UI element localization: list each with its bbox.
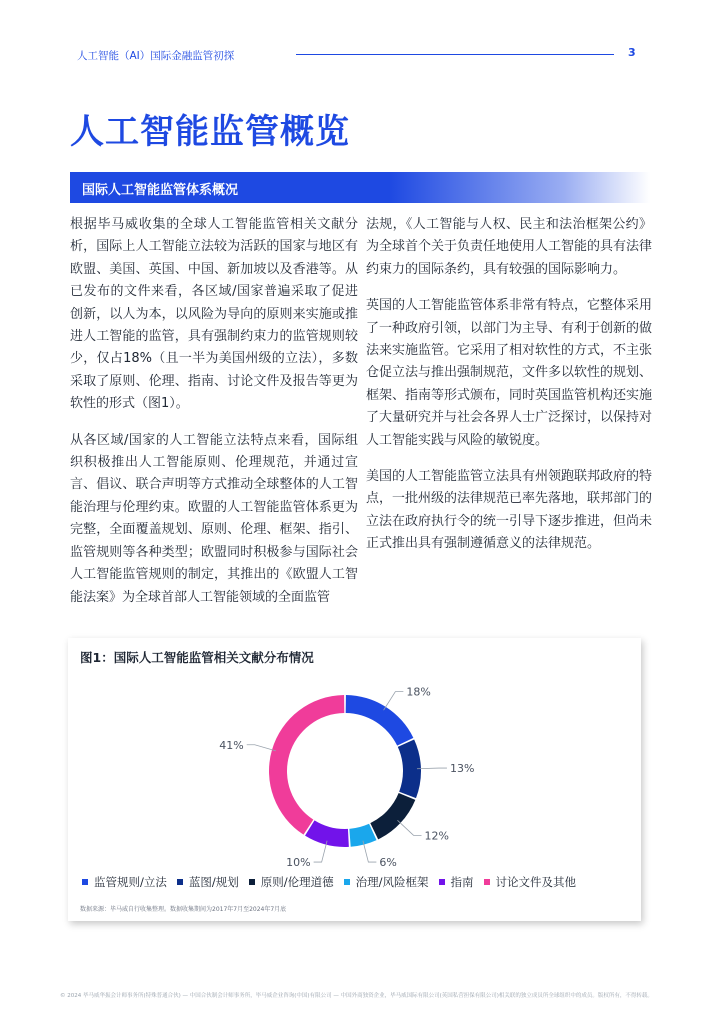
- leader-line: [397, 820, 421, 835]
- legend-item: [177, 874, 239, 890]
- slice-label: 13%: [449, 762, 475, 776]
- donut-slice-5: [305, 820, 349, 847]
- paragraph: 根据毕马威收集的全球人工智能监管相关文献分析，国际上人工智能立法较为活跃的国家与地区有欧盟、美国、英国、中国、新加坡以及香港等。从已发布的文件来看，各区域/国家普遍采取了促进创新，以人为本，以风险为导向的原则来实施或推进人工智能的监管，具有强制约束力的监管规则较少，仅占18%（且一半为美国州级的立法），多数采取了原则、伦理、指南、讨论文件及报告等更为软性的形式（图1）。: [70, 217, 358, 412]
- legend-label: 指南: [450, 875, 474, 889]
- paragraph: 从各区域/国家的人工智能立法特点来看，国际组织积极推出人工智能原则、伦理规范，并通过宣言、倡议、联合声明等方式推动全球整体的人工智能治理与伦理约束。欧盟的人工智能监管体系更为完整，全面覆盖规划、原则、伦理、框架、指引、监管规则等各种类型；欧盟同时积极参与国际社会人工智能监管规则的制定，其推出的《欧盟人工智能法案》为全球首部人工智能领域的全面监管: [70, 432, 358, 605]
- footer-copyright: © 2024 毕马威华振会计师事务所(特殊普通合伙) — 中国合伙制会计师事务所，毕马威企业咨询(中国)有限公司 — 中国外商独资企业，毕马威国际有限公司(英国私营担保有限公司)相关联的独立成员所全球组织中的成员。版权所有，不得转载。: [60, 993, 653, 999]
- slice-label: 41%: [219, 738, 244, 752]
- page-number: 3: [628, 46, 636, 59]
- leader-line: [417, 768, 447, 769]
- paragraph: 英国的人工智能监管体系非常有特点，它整体采用了一种政府引领，以部门为主导、有利于创新的做法来实施监管。它采用了相对软性的方式，不主张仓促立法与推出强制规范，文件多以软性的规划、框架、指南等形式颁布，同时英国监管机构还实施了大量研究并与社会各界人士广泛探讨，以保持对人工智能实践与风险的敏锐度。: [366, 298, 653, 448]
- legend-swatch: [439, 879, 445, 885]
- legend-label: 监管规则/立法: [94, 875, 167, 889]
- donut-chart: [68, 638, 641, 878]
- left-column: [70, 214, 358, 623]
- legend-item: [439, 874, 474, 890]
- legend-item: [249, 874, 334, 890]
- slice-label: 6%: [379, 856, 397, 870]
- legend-label: 讨论文件及其他: [495, 875, 576, 889]
- legend-label: 蓝图/规划: [188, 875, 239, 889]
- figure-title: 图1：国际人工智能监管相关文献分布情况: [80, 650, 314, 665]
- paragraph: 美国的人工智能监管立法具有州领跑联邦政府的特点，一批州级的法律规范已率先落地，联邦部门的立法在政府执行令的统一引导下逐步推进，但尚未正式推出具有强制遵循意义的法律规范。: [366, 469, 653, 552]
- header-divider: [296, 54, 614, 55]
- legend-item: [484, 874, 577, 890]
- header-title: 人工智能（AI）国际金融监管初探: [77, 50, 235, 62]
- legend-label: 治理/风险框架: [355, 875, 429, 889]
- slice-label: 12%: [424, 829, 449, 843]
- legend-swatch: [344, 879, 350, 885]
- donut-slice-3: [370, 793, 415, 839]
- section-header-bar: [70, 172, 650, 203]
- legend-swatch: [484, 879, 490, 885]
- leader-line: [247, 745, 276, 751]
- legend-label: 原则/伦理道德: [260, 875, 334, 889]
- legend-swatch: [177, 879, 183, 885]
- legend-swatch: [249, 879, 255, 885]
- figure-card: [68, 638, 641, 921]
- legend-item: [344, 874, 429, 890]
- page-title: 人工智能监管概览: [70, 112, 350, 152]
- legend-item: [82, 874, 167, 890]
- right-column: [366, 214, 652, 570]
- figure-source: 数据来源：毕马威自行收集整理。数据收集期间为2017年7月至2024年7月底: [80, 906, 287, 913]
- slice-label: 18%: [406, 685, 431, 699]
- chart-legend: [82, 874, 586, 890]
- donut-slice-1: [346, 695, 414, 746]
- legend-swatch: [82, 879, 88, 885]
- slice-label: 10%: [286, 856, 311, 870]
- section-title: 国际人工智能监管体系概况: [82, 183, 239, 198]
- donut-slice-6: [269, 695, 344, 835]
- paragraph: 法规，《人工智能与人权、民主和法治框架公约》为全球首个关于负责任地使用人工智能的具有法律约束力的国际条约，具有较强的国际影响力。: [366, 217, 653, 277]
